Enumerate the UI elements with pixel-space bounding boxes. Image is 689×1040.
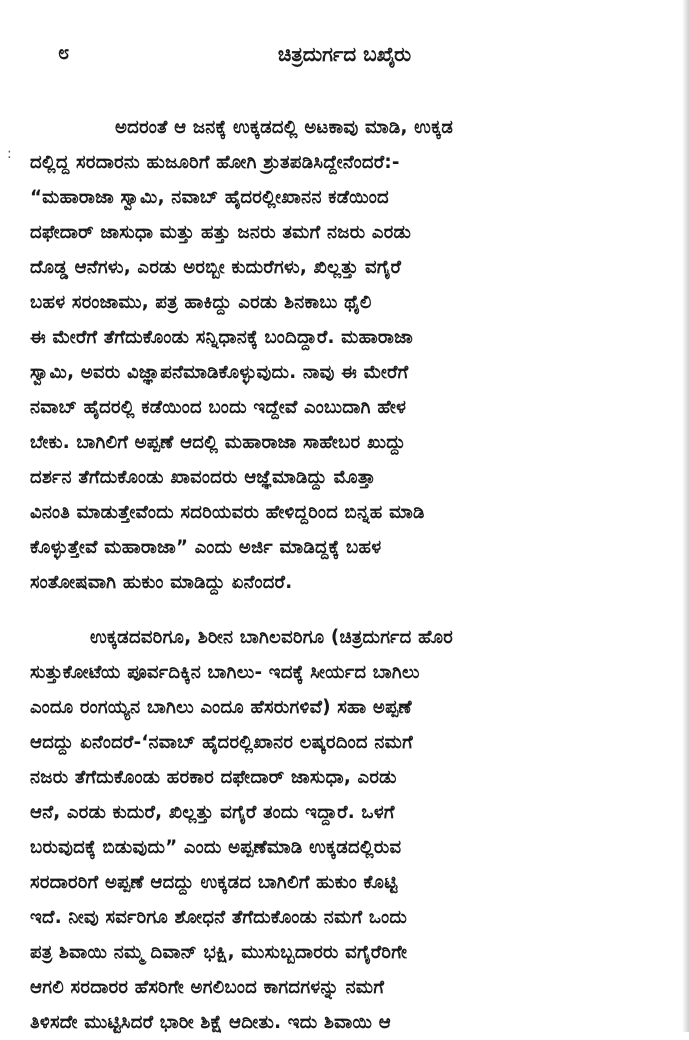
- text-line: ಎಂದೂ ರಂಗಯ್ಯನ ಬಾಗಿಲು ಎಂದೂ ಹೆಸರುಗಳಿವೆ) ಸಹಾ ಅಪ್ಪಣೆ: [30, 697, 412, 718]
- text-line: ಬಹಳ ಸರಂಜಾಮು, ಪತ್ರ ಹಾಕಿದ್ದು ಎರಡು ಶಿನಕಾಬು ಥೈಲಿ: [30, 292, 372, 313]
- text-line: ನವಾಬ್ ಹೈದರಲ್ಲಿ ಕಡೆಯಿಂದ ಬಂದು ಇದ್ದೇವೆ ಎಂಬುದಾಗಿ ಹೇಳ: [30, 397, 407, 418]
- text-line: ಸಂತೋಷವಾಗಿ ಹುಕುಂ ಮಾಡಿದ್ದು ಏನೆಂದರೆ.: [30, 572, 293, 593]
- text-line: ದಲ್ಲಿದ್ದ ಸರದಾರನು ಹುಜೂರಿಗೆ ಹೋಗಿ ಶ್ರುತಪಡಿಸಿದ್ದೇನೆಂದರೆ:-: [30, 152, 400, 173]
- text-line: ಆಗಲಿ ಸರದಾರರ ಹೆಸರಿಗೇ ಅಗಲಿಬಂದ ಕಾಗದಗಳನ್ನು ನಮಗೆ: [30, 977, 385, 998]
- text-line: “ಮಹಾರಾಜಾ ಸ್ವಾಮಿ, ನವಾಬ್ ಹೈದರಲ್ಲೀಖಾನನ ಕಡೆಯಿಂದ: [30, 187, 389, 208]
- text-line: ಅದರಂತೆ ಆ ಜನಕ್ಕೆ ಉಕ್ಕಡದಲ್ಲಿ ಅಟಕಾವು ಮಾಡಿ, ಉಕ್ಕಡ: [115, 117, 454, 138]
- text-line: ದಫೇದಾರ್ ಜಾಸುಧಾ ಮತ್ತು ಹತ್ತು ಜನರು ತಮಗೆ ನಜರು ಎರಡು: [30, 222, 412, 243]
- page-edge-shadow: [682, 0, 689, 1032]
- text-line: ಬರುವುದಕ್ಕೆ ಬಿಡುವುದು” ಎಂದು ಅಪ್ಪಣೆಮಾಡಿ ಉಕ್ಕಡದಲ್ಲಿರುವ: [30, 837, 402, 858]
- text-line: ಈ ಮೇರೆಗೆ ತೆಗೆದುಕೊಂಡು ಸನ್ನಿಧಾನಕ್ಕೆ ಬಂದಿದ್ದಾರೆ. ಮಹಾರಾಜಾ: [30, 327, 413, 348]
- text-line: ವಿನಂತಿ ಮಾಡುತ್ತೇವೆಂದು ಸದರಿಯವರು ಹೇಳಿದ್ದರಿಂದ ಬಿನ್ನಹ ಮಾಡಿ: [30, 502, 425, 523]
- text-line: ದರ್ಶನ ತೆಗೆದುಕೊಂಡು ಖಾವಂದರು ಆಜ್ಞೆಮಾಡಿದ್ದು ಮೊತ್ತಾ: [30, 467, 376, 488]
- text-line: ಬೇಕು. ಬಾಗಿಲಿಗೆ ಅಪ್ಪಣೆ ಆದಲ್ಲಿ ಮಹಾರಾಜಾ ಸಾಹೇಬರ ಖುದ್ದು: [30, 432, 406, 453]
- text-line: ಸುತ್ತುಕೋಟೆಯ ಪೂರ್ವದಿಕ್ಕಿನ ಬಾಗಿಲು- ಇದಕ್ಕೆ ಸೀರ್ಯದ ಬಾಗಿಲು: [30, 662, 420, 683]
- text-line: ಉಕ್ಕಡದವರಿಗೂ, ಶಿರೀನ ಬಾಗಿಲವರಿಗೂ (ಚಿತ್ರದುರ್ಗದ ಹೊರ: [90, 627, 454, 648]
- running-title: ಚಿತ್ರದುರ್ಗದ ಬಖೈರು: [277, 42, 412, 66]
- text-line: ಇದೆ. ನೀವು ಸರ್ವರಿಗೂ ಶೋಧನೆ ತೆಗೆದುಕೊಂಡು ನಮಗೆ ಒಂದು: [30, 907, 408, 928]
- page-number: ೮: [58, 40, 70, 64]
- margin-mark: :: [7, 146, 12, 162]
- paragraph: [30, 110, 670, 600]
- paragraph-gap: [30, 600, 670, 620]
- text-line: ಆನೆ, ಎರಡು ಕುದುರೆ, ಖಿಲ್ಲತ್ತು ವಗೈರೆ ತಂದು ಇದ್ದಾರೆ. ಒಳಗೆ: [30, 802, 395, 823]
- body-text: [30, 110, 670, 1040]
- text-line: ಸರದಾರರಿಗೆ ಅಪ್ಪಣೆ ಆದದ್ದು ಉಕ್ಕಡದ ಬಾಗಿಲಿಗೆ ಹುಕುಂ ಕೊಟ್ಟಿ: [30, 872, 398, 893]
- text-line: ಪತ್ರ ಶಿವಾಯಿ ನಮ್ಮ ದಿವಾನ್ ಭಕ್ಷಿ, ಮುಸುಬ್ಬದಾರರು ವಗೈರೆರಿಗೇ: [30, 942, 408, 963]
- text-line: ಸ್ವಾಮಿ, ಅವರು ವಿಜ್ಞಾಪನೆಮಾಡಿಕೊಳ್ಳುವುದು. ನಾವು ಈ ಮೇರೆಗೆ: [30, 362, 409, 383]
- text-line: ಆದದ್ದು ಏನೆಂದರೆ-‘ನವಾಬ್ ಹೈದರಲ್ಲಿಖಾನರ ಲಷ್ಕರದಿಂದ ನಮಗೆ: [30, 732, 413, 753]
- text-line: ತಿಳಿಸದೇ ಮುಟ್ಟಿಸಿದರೆ ಭಾರೀ ಶಿಕ್ಷೆ ಆದೀತು. ಇದು ಶಿವಾಯಿ ಆ: [30, 1012, 391, 1033]
- text-line: ನಜರು ತೆಗೆದುಕೊಂಡು ಹರಕಾರ ದಫೇದಾರ್ ಜಾಸುಧಾ, ಎರಡು: [30, 767, 397, 788]
- paragraph: [30, 620, 670, 1040]
- text-line: ದೊಡ್ಡ ಆನೆಗಳು, ಎರಡು ಅರಬ್ಬೀ ಕುದುರೆಗಳು, ಖಿಲ್ಲತ್ತು ವಗೈರೆ: [30, 257, 402, 278]
- text-line: ಕೊಳ್ಳುತ್ತೇವೆ ಮಹಾರಾಜಾ” ಎಂದು ಅರ್ಜಿ ಮಾಡಿದ್ದಕ್ಕೆ ಬಹಳ: [30, 537, 382, 558]
